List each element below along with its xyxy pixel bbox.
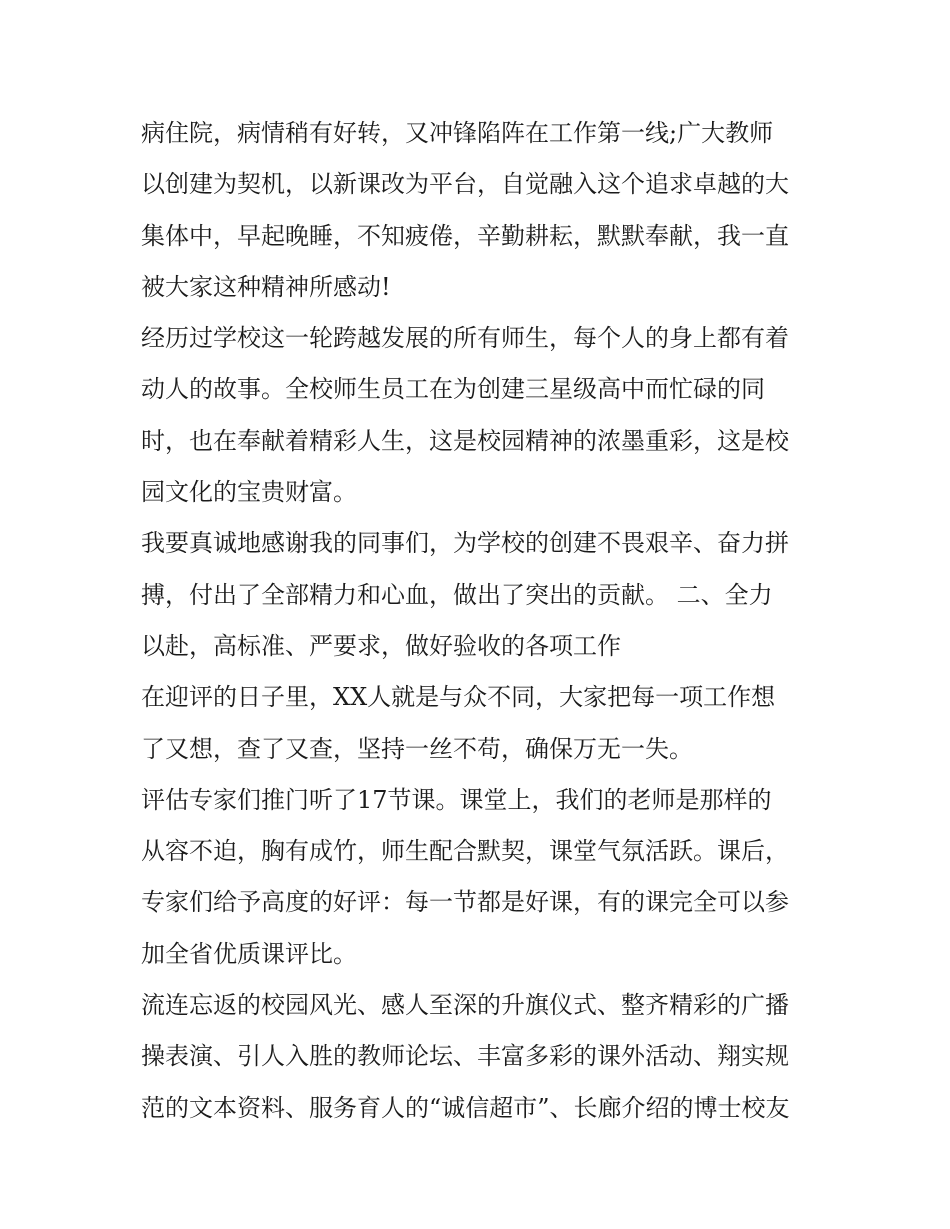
text-line: 被大家这种精神所感动! [141,272,391,301]
text-line: 流连忘返的校园风光、感人至深的升旗仪式、整齐精彩的广播 [141,991,789,1020]
body-text [141,108,821,1134]
text-line: 专家们给予高度的好评：每一节都是好课，有的课完全可以参 [141,888,789,917]
text-line: 以创建为契机，以新课改为平台，自觉融入这个追求卓越的大 [141,170,789,199]
text-line: 园文化的宝贵财富。 [141,478,357,507]
text-line: 病住院，病情稍有好转，又冲锋陷阵在工作第一线;广大教师 [141,119,774,147]
text-line: 以赴，高标准、严要求，做好验收的各项工作 [141,631,621,660]
text-line: 范的文本资料、服务育人的“诚信超市”、长廊介绍的博士校友 [141,1093,790,1122]
text-line: 我要真诚地感谢我的同事们，为学校的创建不畏艰辛、奋力拼 [141,529,789,558]
text-line: 评估专家们推门听了17节课。课堂上，我们的老师是那样的 [141,785,772,814]
text-line: 搏，付出了全部精力和心血，做出了突出的贡献。 二、全力 [141,580,773,609]
text-line: 集体中，早起晚睡，不知疲倦，辛勤耕耘，默默奉献，我一直 [141,221,789,250]
text-line: 动人的故事。全校师生员工在为创建三星级高中而忙碌的同 [141,375,765,404]
text-line: 时，也在奉献着精彩人生，这是校园精神的浓墨重彩，这是校 [141,426,789,455]
text-line: 操表演、引人入胜的教师论坛、丰富多彩的课外活动、翔实规 [141,1042,789,1071]
text-line: 从容不迫，胸有成竹，师生配合默契，课堂气氛活跃。课后， [141,837,789,866]
text-line: 经历过学校这一轮跨越发展的所有师生，每个人的身上都有着 [141,324,789,353]
text-line: 在迎评的日子里，XX人就是与众不同，大家把每一项工作想 [141,683,776,712]
text-line: 了又想，查了又查，坚持一丝不苟，确保万无一失。 [141,734,693,763]
text-line: 加全省优质课评比。 [141,939,357,968]
